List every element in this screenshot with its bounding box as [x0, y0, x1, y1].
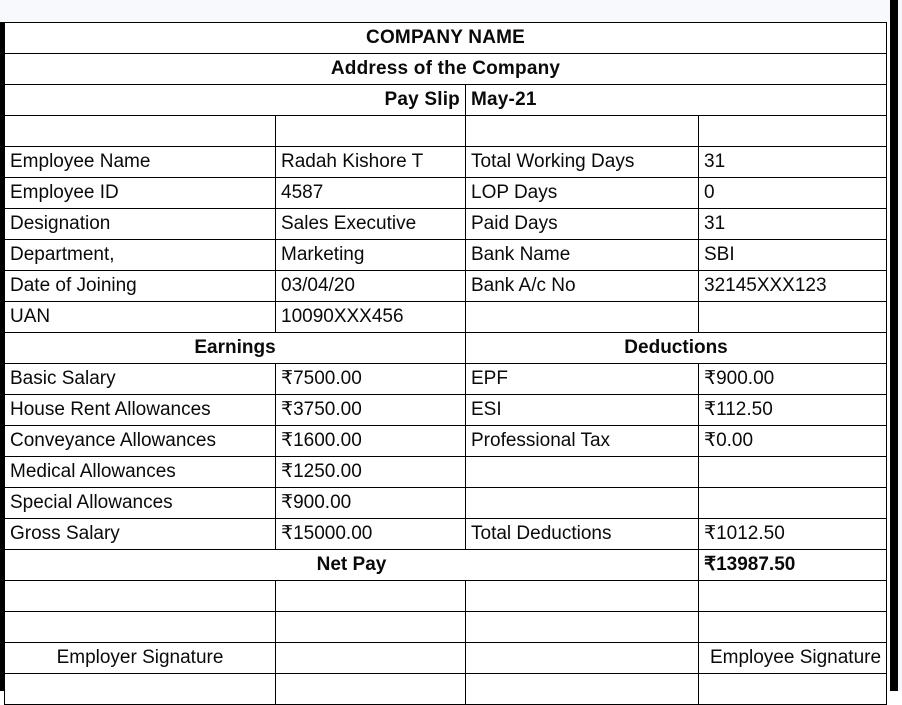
detail-value: 31 — [699, 209, 887, 240]
table-row — [5, 209, 887, 240]
detail-value: Marketing — [276, 240, 466, 271]
net-pay-label: Net Pay — [5, 550, 699, 581]
deduction-value: ₹0.00 — [699, 426, 887, 457]
blank-cell — [276, 612, 466, 643]
detail-label: Paid Days — [466, 209, 699, 240]
deduction-value: ₹112.50 — [699, 395, 887, 426]
signature-spacer-cell — [276, 643, 466, 674]
table-row — [5, 302, 887, 333]
detail-label: Employee Name — [5, 147, 276, 178]
detail-value: 0 — [699, 178, 887, 209]
employer-signature-label: Employer Signature — [5, 643, 276, 674]
earning-label: Medical Allowances — [5, 457, 276, 488]
blank-cell — [276, 581, 466, 612]
page-top-gutter — [0, 0, 902, 22]
table-row-payslip-period — [5, 85, 887, 116]
table-row-company-address — [5, 54, 887, 85]
earning-value: ₹1600.00 — [276, 426, 466, 457]
detail-value: 4587 — [276, 178, 466, 209]
earning-value: ₹1250.00 — [276, 457, 466, 488]
detail-value: Radah Kishore T — [276, 147, 466, 178]
trailing-cell — [466, 674, 699, 705]
detail-label: LOP Days — [466, 178, 699, 209]
deduction-label: ESI — [466, 395, 699, 426]
blank-cell — [5, 612, 276, 643]
payslip-label: Pay Slip — [5, 85, 466, 116]
table-row — [5, 426, 887, 457]
blank-cell — [699, 612, 887, 643]
table-row-blank — [5, 612, 887, 643]
detail-value: 31 — [699, 147, 887, 178]
earning-label: Basic Salary — [5, 364, 276, 395]
table-row-signatures — [5, 643, 887, 674]
detail-value — [699, 302, 887, 333]
table-row — [5, 240, 887, 271]
detail-value: 03/04/20 — [276, 271, 466, 302]
table-row-trailing — [5, 674, 887, 705]
net-pay-amount: ₹13987.50 — [699, 550, 887, 581]
spacer-cell-3 — [466, 116, 699, 147]
deduction-value: ₹1012.50 — [699, 519, 887, 550]
table-row — [5, 147, 887, 178]
detail-label: Bank A/c No — [466, 271, 699, 302]
table-row-spacer — [5, 116, 887, 147]
spacer-cell-2 — [276, 116, 466, 147]
trailing-cell — [5, 674, 276, 705]
earning-value: ₹900.00 — [276, 488, 466, 519]
earning-label: Gross Salary — [5, 519, 276, 550]
table-row-blank — [5, 581, 887, 612]
company-name: COMPANY NAME — [5, 23, 887, 54]
deduction-value — [699, 488, 887, 519]
earning-value: ₹15000.00 — [276, 519, 466, 550]
detail-value: SBI — [699, 240, 887, 271]
detail-label — [466, 302, 699, 333]
earning-value: ₹3750.00 — [276, 395, 466, 426]
spacer-cell-1 — [5, 116, 276, 147]
deduction-label: Professional Tax — [466, 426, 699, 457]
table-row — [5, 395, 887, 426]
payslip-period: May-21 — [466, 85, 887, 116]
detail-value: 32145XXX123 — [699, 271, 887, 302]
table-row — [5, 519, 887, 550]
blank-cell — [699, 581, 887, 612]
deduction-label: Total Deductions — [466, 519, 699, 550]
deduction-label — [466, 488, 699, 519]
spacer-cell-4 — [699, 116, 887, 147]
deduction-label: EPF — [466, 364, 699, 395]
employee-signature-label: Employee Signature — [699, 643, 887, 674]
table-row — [5, 364, 887, 395]
detail-label: Designation — [5, 209, 276, 240]
detail-label: Department, — [5, 240, 276, 271]
section-header-earnings: Earnings — [5, 333, 466, 364]
table-row — [5, 488, 887, 519]
deduction-label — [466, 457, 699, 488]
vertical-scrollbar[interactable] — [890, 0, 898, 691]
company-address: Address of the Company — [5, 54, 887, 85]
trailing-cell — [276, 674, 466, 705]
deduction-value: ₹900.00 — [699, 364, 887, 395]
detail-label: Bank Name — [466, 240, 699, 271]
detail-value: 10090XXX456 — [276, 302, 466, 333]
table-row-net-pay — [5, 550, 887, 581]
earning-label: Special Allowances — [5, 488, 276, 519]
signature-spacer-cell — [466, 643, 699, 674]
trailing-cell — [699, 674, 887, 705]
earning-label: House Rent Allowances — [5, 395, 276, 426]
detail-label: Date of Joining — [5, 271, 276, 302]
table-row — [5, 178, 887, 209]
table-row — [5, 271, 887, 302]
earning-label: Conveyance Allowances — [5, 426, 276, 457]
table-row — [5, 457, 887, 488]
table-row-section-headers — [5, 333, 887, 364]
detail-label: Total Working Days — [466, 147, 699, 178]
deduction-value — [699, 457, 887, 488]
payslip-table — [4, 22, 887, 705]
blank-cell — [466, 581, 699, 612]
detail-label: Employee ID — [5, 178, 276, 209]
section-header-deductions: Deductions — [466, 333, 887, 364]
blank-cell — [466, 612, 699, 643]
detail-value: Sales Executive — [276, 209, 466, 240]
detail-label: UAN — [5, 302, 276, 333]
blank-cell — [5, 581, 276, 612]
table-row-company-name — [5, 23, 887, 54]
page-right-gutter — [898, 0, 902, 691]
earning-value: ₹7500.00 — [276, 364, 466, 395]
